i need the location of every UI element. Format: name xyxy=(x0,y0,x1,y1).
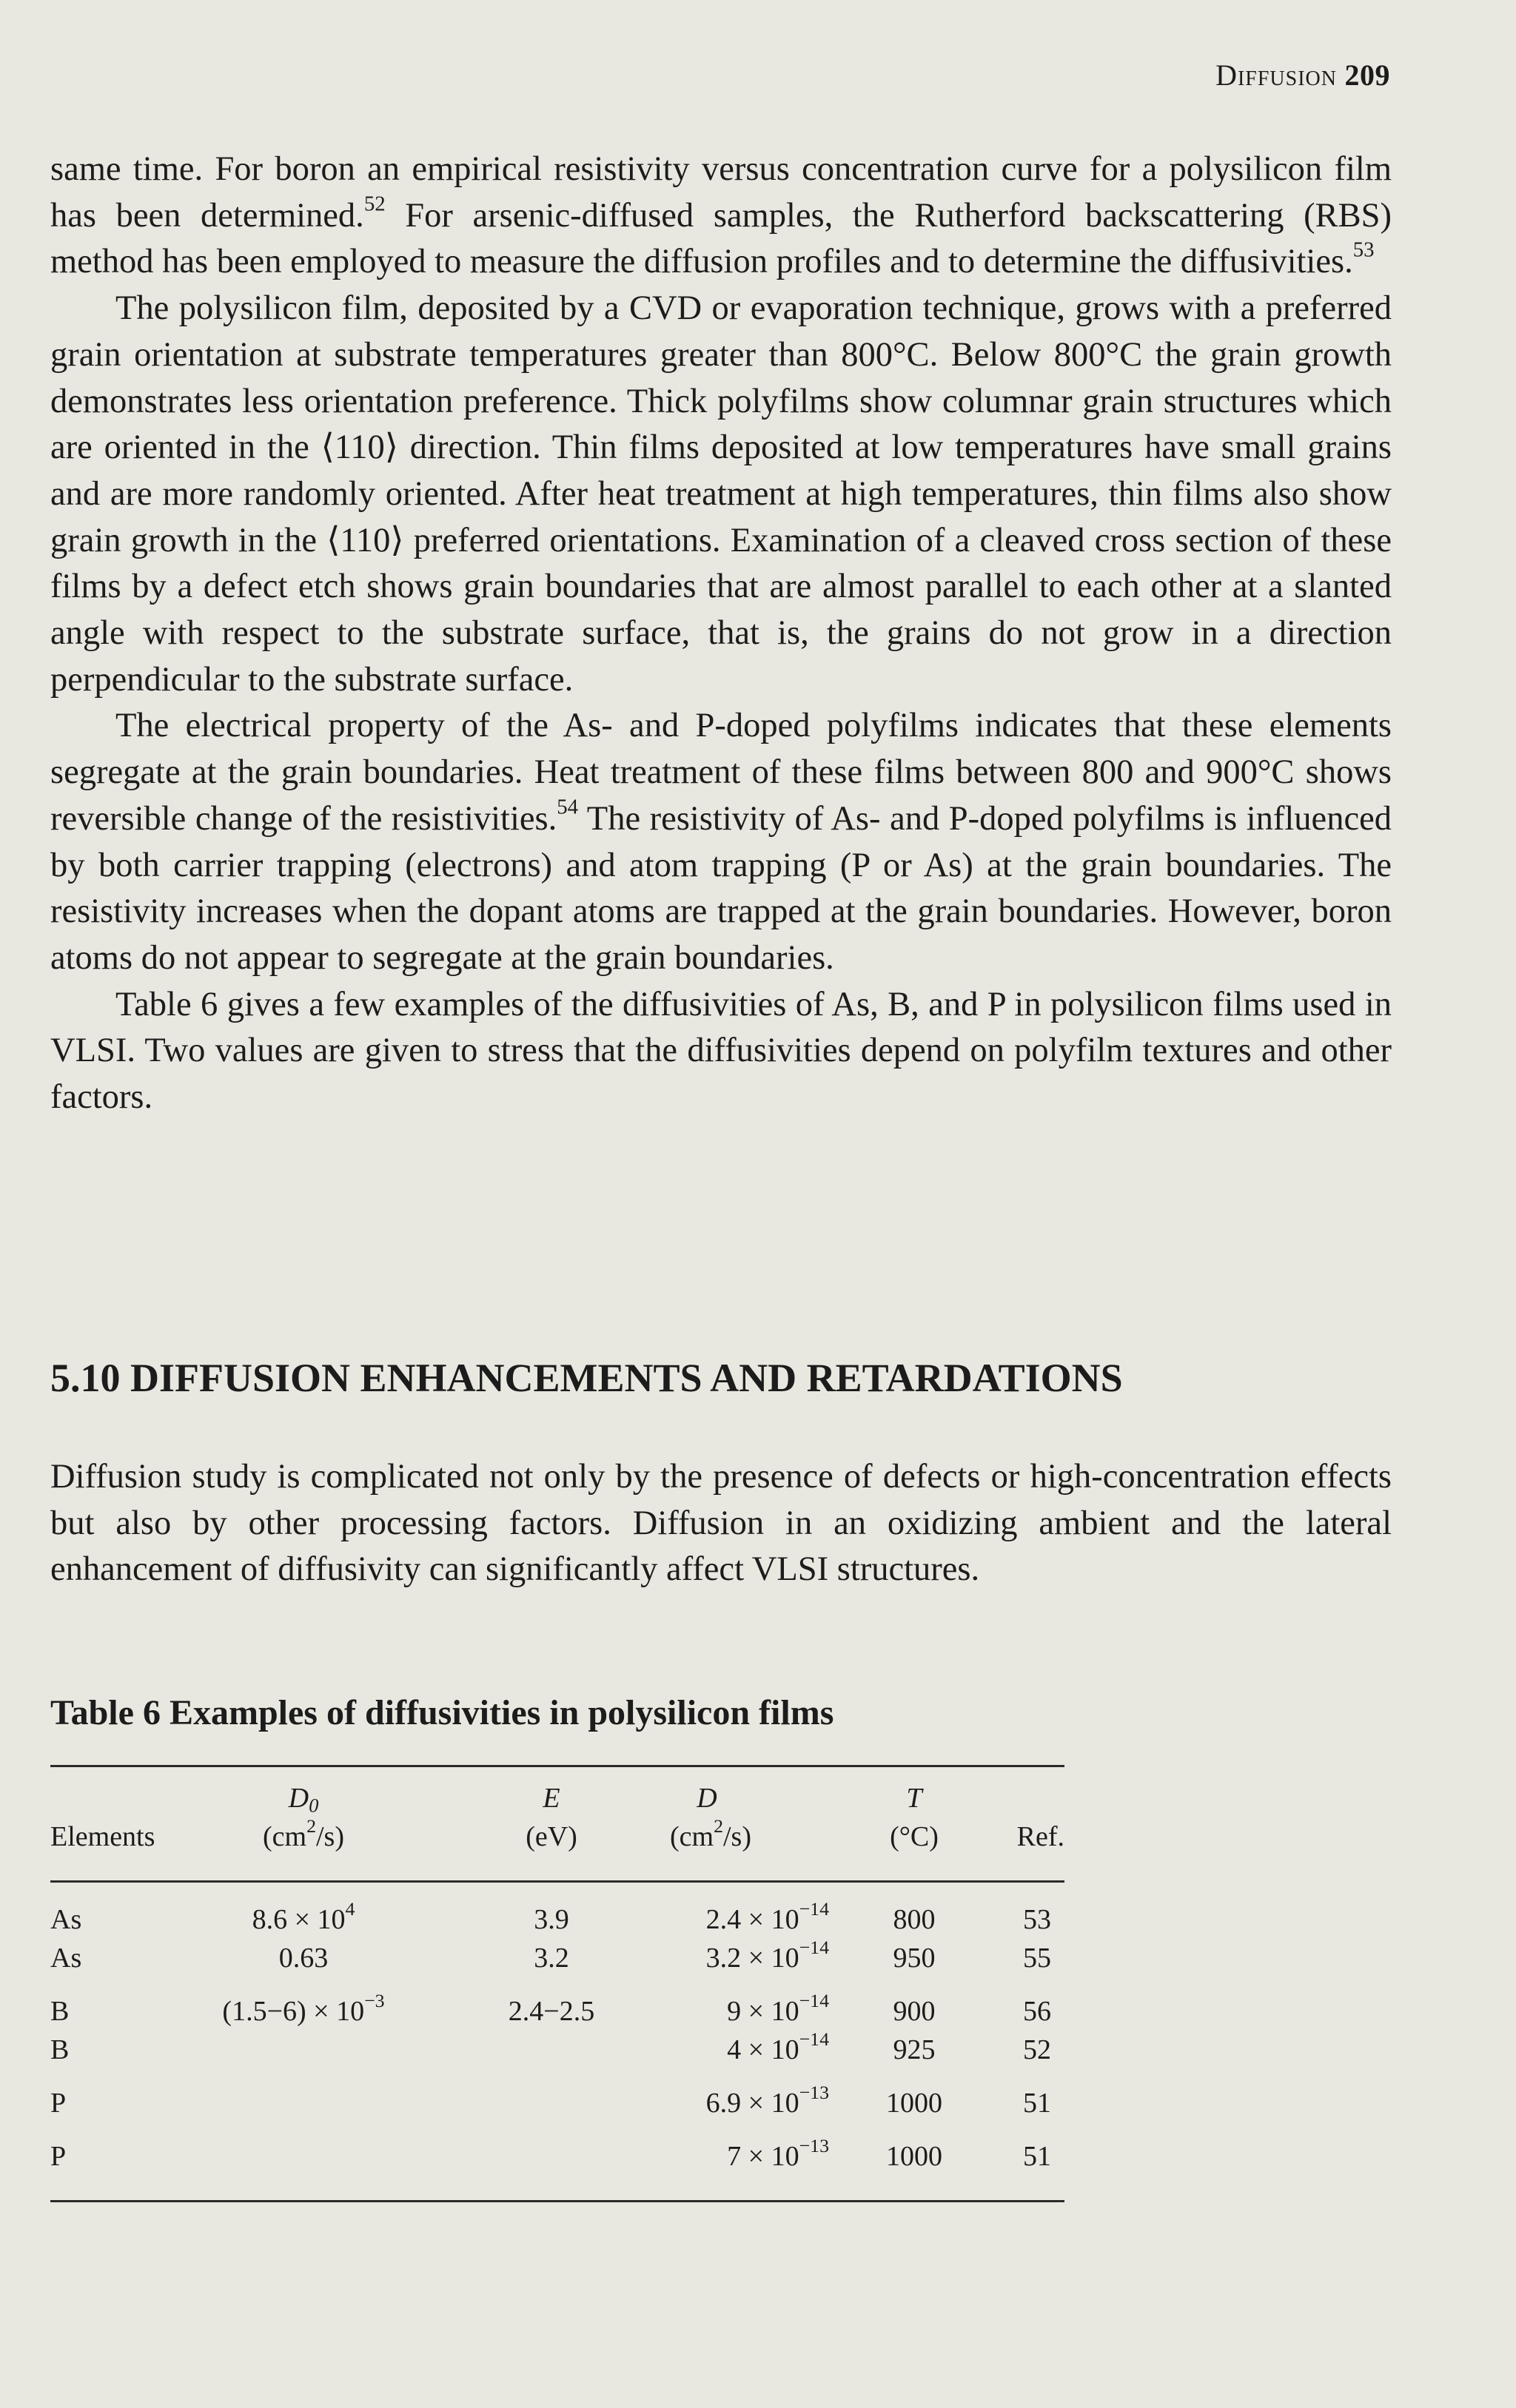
paragraph-1-text-b: For arsenic-diffused samples, the Rutherford backscattering (RBS) method has been employed to measure the diffusion profiles and to determine the diffusivities. xyxy=(50,196,1392,281)
table-cell-t xyxy=(873,1995,955,2028)
table-cell-d-value: 7 × 10 xyxy=(727,2141,799,2172)
table-cell-t xyxy=(873,2087,955,2119)
table-cell-d-value: 6.9 × 10 xyxy=(705,2088,799,2119)
table-cell-d-value: 2.4 × 10 xyxy=(705,1904,799,1935)
table-cell-element-value: As xyxy=(50,1943,82,1974)
table-cell-ref-value: 56 xyxy=(1023,1996,1051,2027)
table-cell-e xyxy=(496,1942,607,1974)
section-heading: 5.10 DIFFUSION ENHANCEMENTS AND RETARDATIONS xyxy=(50,1356,1123,1400)
table-cell-d0 xyxy=(200,1989,407,2028)
header-e-unit: (eV) xyxy=(526,1821,577,1852)
table-cell-d xyxy=(637,1936,829,1974)
header-d-symbol: D xyxy=(697,1783,717,1814)
table-cell-element xyxy=(50,1903,139,1936)
table-cell-d-exponent: −13 xyxy=(799,2134,829,2156)
table-cell-element xyxy=(50,2034,139,2066)
running-head-section: Diffusion xyxy=(1215,58,1337,92)
table-cell-element-value: P xyxy=(50,2088,67,2119)
table-cell-element-value: P xyxy=(50,2141,67,2172)
table-cell-t-value: 1000 xyxy=(886,2088,942,2119)
table-cell-t-value: 925 xyxy=(893,2034,936,2065)
table-cell-t-value: 900 xyxy=(893,1996,936,2027)
table-cell-d-exponent: −13 xyxy=(799,2081,829,2103)
paragraph-3 xyxy=(50,703,1392,981)
header-d0-subscript: 0 xyxy=(309,1794,319,1817)
header-t-unit: (°C) xyxy=(890,1821,939,1852)
paragraph-3-text-a: The electrical property of the As- and P-doped polyfilms indicates that these elements segregate at the grain boundaries. Heat treatment of these films between 800 and 900°C shows reversible change of the resistivities. xyxy=(50,707,1392,838)
header-d-unit-pre: (cm xyxy=(670,1821,714,1852)
table-cell-element xyxy=(50,1942,139,1974)
table-cell-e-value: 3.2 xyxy=(534,1943,569,1974)
table-cell-e xyxy=(496,1903,607,1936)
table-cell-d xyxy=(637,2028,829,2066)
paragraph-3-text-b: The resistivity of As- and P-doped polyfilms is influenced by both carrier trapping (electrons) and atom trapping (P or As) at the grain boundaries. The resistivity increases when the dopant atoms are trapped at the grain boundaries. However, boron atoms do not appear to segregate at the grain boundaries. xyxy=(50,799,1392,977)
header-d0-unit xyxy=(244,1815,363,1853)
header-d-unit xyxy=(651,1815,770,1853)
table-cell-ref xyxy=(970,1903,1051,1936)
header-d-unit-sup: 2 xyxy=(714,1815,723,1837)
table-cell-d0 xyxy=(200,1897,407,1936)
header-d0-unit-sup: 2 xyxy=(306,1815,316,1837)
table-header-rule xyxy=(50,1880,1064,1883)
header-d0-symbol xyxy=(244,1782,363,1817)
table-cell-d-value: 4 × 10 xyxy=(727,2034,799,2065)
table-cell-ref xyxy=(970,1995,1051,2028)
running-head xyxy=(1215,58,1390,93)
header-d-unit-post: /s) xyxy=(723,1821,751,1852)
table-cell-element xyxy=(50,2140,139,2173)
table-cell-d xyxy=(637,2134,829,2173)
table-cell-t-value: 800 xyxy=(893,1904,936,1935)
paragraph-4 xyxy=(50,982,1392,1121)
table-cell-d0-exponent: −3 xyxy=(364,1989,385,2011)
header-e-symbol: E xyxy=(543,1783,560,1814)
table-cell-t xyxy=(873,1942,955,1974)
table-bottom-rule xyxy=(50,2200,1064,2202)
table-cell-e-value: 2.4−2.5 xyxy=(508,1996,595,2027)
table-cell-d-exponent: −14 xyxy=(799,1936,829,1958)
footnote-ref-53: 53 xyxy=(1352,238,1375,262)
paragraph-1 xyxy=(50,147,1392,286)
table-cell-d0-exponent: 4 xyxy=(345,1897,355,1920)
header-d0-letter: D xyxy=(288,1783,309,1814)
table-cell-t xyxy=(873,2034,955,2066)
table-cell-element-value: As xyxy=(50,1904,82,1935)
table-cell-ref-value: 55 xyxy=(1023,1943,1051,1974)
table-cell-ref-value: 53 xyxy=(1023,1904,1051,1935)
table-cell-element-value: B xyxy=(50,2034,70,2065)
footnote-ref-52: 52 xyxy=(363,192,386,216)
paragraph-1-text-a: same time. For boron an empirical resistivity versus concentration curve for a polysilicon film has been determined. xyxy=(50,150,1392,235)
table-cell-d-value: 3.2 × 10 xyxy=(705,1943,799,1974)
footnote-ref-54: 54 xyxy=(557,795,579,819)
table-cell-ref-value: 51 xyxy=(1023,2088,1051,2119)
table-cell-d xyxy=(637,2081,829,2119)
table-caption: Table 6 Examples of diffusivities in polysilicon films xyxy=(50,1693,834,1732)
section-paragraph: Diffusion study is complicated not only by the presence of defects or high-concentration effects but also by other processing factors. Diffusion in an oxidizing ambient and the lateral enhancement of diffusivity can significantly affect VLSI structures. xyxy=(50,1458,1392,1589)
table-cell-d0 xyxy=(200,1942,407,1974)
header-d0-unit-post: /s) xyxy=(316,1821,344,1852)
table-cell-d0-value: (1.5−6) × 10 xyxy=(222,1996,365,2027)
section-body xyxy=(50,1454,1392,1593)
table-cell-ref-value: 52 xyxy=(1023,2034,1051,2065)
table-cell-e xyxy=(496,1995,607,2028)
table-cell-t xyxy=(873,2140,955,2173)
table-cell-element xyxy=(50,2087,139,2119)
paragraph-4-text: Table 6 gives a few examples of the diffusivities of As, B, and P in polysilicon films used in VLSI. Two values are given to stress that the diffusivities depend on polyfilm textures and other factors. xyxy=(50,985,1392,1117)
header-t-symbol: T xyxy=(906,1783,922,1814)
header-d0-unit-pre: (cm xyxy=(263,1821,307,1852)
table-cell-t-value: 1000 xyxy=(886,2141,942,2172)
table-cell-e-value: 3.9 xyxy=(534,1904,569,1935)
table-cell-t-value: 950 xyxy=(893,1943,936,1974)
table-cell-ref xyxy=(970,1942,1051,1974)
table-cell-ref-value: 51 xyxy=(1023,2141,1051,2172)
body-text xyxy=(50,147,1392,1121)
table-cell-element xyxy=(50,1995,139,2028)
table-top-rule xyxy=(50,1765,1064,1767)
table-cell-d-exponent: −14 xyxy=(799,1989,829,2011)
paragraph-2-text: The polysilicon film, deposited by a CVD or evaporation technique, grows with a preferred grain orientation at substrate temperatures greater than 800°C. Below 800°C the grain growth demonstrates less orientation preference. Thick polyfilms show columnar grain structures which are oriented in the ⟨110⟩ direction. Thin films deposited at low temperatures have small grains and are more randomly oriented. After heat treatment at high temperatures, thin films also show grain growth in the ⟨110⟩ preferred orientations. Examination of a cleaved cross section of these films by a defect etch shows grain boundaries that are almost parallel to each other at a slanted angle with respect to the substrate surface, that is, the grains do not grow in a direction perpendicular to the substrate surface. xyxy=(50,289,1392,699)
header-ref: Ref. xyxy=(1016,1821,1064,1852)
table-cell-t xyxy=(873,1903,955,1936)
header-elements: Elements xyxy=(50,1821,155,1852)
table-cell-d-exponent: −14 xyxy=(799,2028,829,2050)
page-number: 209 xyxy=(1344,58,1390,92)
table-cell-d-exponent: −14 xyxy=(799,1897,829,1920)
paragraph-2 xyxy=(50,286,1392,703)
table-cell-d-value: 9 × 10 xyxy=(727,1996,799,2027)
table-cell-d xyxy=(637,1989,829,2028)
table-cell-d0-value: 0.63 xyxy=(278,1943,329,1974)
table-cell-ref xyxy=(970,2034,1051,2066)
table-cell-element-value: B xyxy=(50,1996,70,2027)
table-cell-d0-value: 8.6 × 10 xyxy=(252,1904,346,1935)
table-cell-ref xyxy=(970,2087,1051,2119)
table-cell-ref xyxy=(970,2140,1051,2173)
table-cell-d xyxy=(637,1897,829,1936)
